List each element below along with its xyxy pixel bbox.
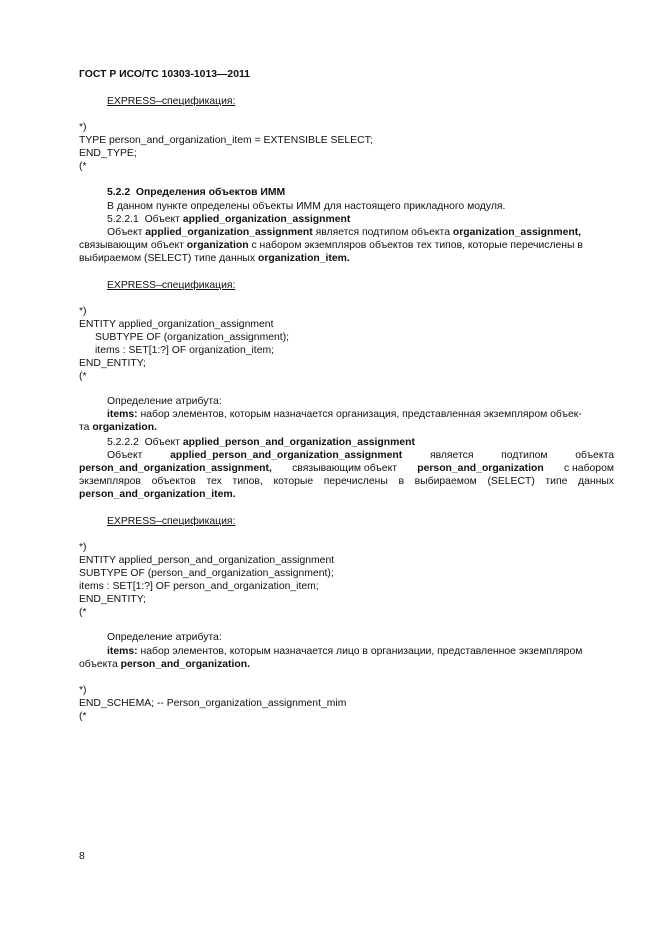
attribute-definition: та organization. [79,422,157,433]
code-line: (* [79,711,87,722]
code-line: items : SET[1:?] OF person_and_organization_item; [79,581,319,592]
code-line: ENTITY applied_person_and_organization_assignment [79,555,335,566]
subsection-heading: 5.2.2.2 Объект applied_person_and_organization_assignment [107,437,415,448]
paragraph-line: выбираемом (SELECT) типе данных organization_item. [79,253,350,264]
code-line: SUBTYPE OF (organization_assignment); [95,332,290,343]
code-line: ENTITY applied_organization_assignment [79,319,274,330]
code-line: *) [79,122,87,133]
code-line: END_TYPE; [79,148,137,159]
paragraph-line: связывающим объект organization с набором экземпляров объектов тех типов, которые перечислены в [79,240,583,251]
section-heading [107,186,285,199]
code-line: items : SET[1:?] OF organization_item; [95,345,275,356]
subsection-heading: 5.2.2.1 Объект applied_organization_assignment [107,214,351,225]
section-number: 5.2.2 [107,187,131,198]
code-line: END_SCHEMA; -- Person_organization_assignment_mim [79,698,347,709]
express-label: EXPRESS–спецификация: [107,516,236,527]
section-title: Определения объектов ИММ [135,187,286,198]
code-line: TYPE person_and_organization_item = EXTENSIBLE SELECT; [79,135,373,146]
code-line: (* [79,161,87,172]
attribute-definition: объекта person_and_organization. [79,659,250,670]
code-line: *) [79,306,87,317]
paragraph-line: Объект applied_organization_assignment является подтипом объекта organization_assignment, [107,227,582,238]
section-intro: В данном пункте определены объекты ИММ для настоящего прикладного модуля. [107,201,506,212]
code-line: *) [79,542,87,553]
paragraph-line: экземпляров объектов тех типов, которые перечислены в выбираемом (SELECT) типе данных [79,476,614,487]
code-line: (* [79,371,87,382]
page-number: 8 [79,851,85,862]
code-line: (* [79,607,87,618]
code-line: END_ENTITY; [79,594,146,605]
paragraph-line: person_and_organization_assignment, связывающим объект person_and_organization с набором [79,463,614,474]
attribute-definition: items: набор элементов, которым назначается организация, представленная экземпляром объек- [107,409,582,420]
paragraph-line: person_and_organization_item. [79,489,236,500]
code-line: END_ENTITY; [79,358,146,369]
attribute-heading: Определение атрибута: [107,632,222,643]
code-line: *) [79,685,87,696]
paragraph-line: Объект applied_person_and_organization_assignment является подтипом объекта [107,450,614,461]
document-header: ГОСТ Р ИСО/ТС 10303-1013—2011 [79,69,250,80]
express-label: EXPRESS–спецификация: [107,96,236,107]
attribute-heading: Определение атрибута: [107,396,222,407]
express-label: EXPRESS–спецификация: [107,280,236,291]
code-line: SUBTYPE OF (person_and_organization_assignment); [79,568,334,579]
attribute-definition: items: набор элементов, которым назначается лицо в организации, представленное экземпляром [107,646,583,657]
